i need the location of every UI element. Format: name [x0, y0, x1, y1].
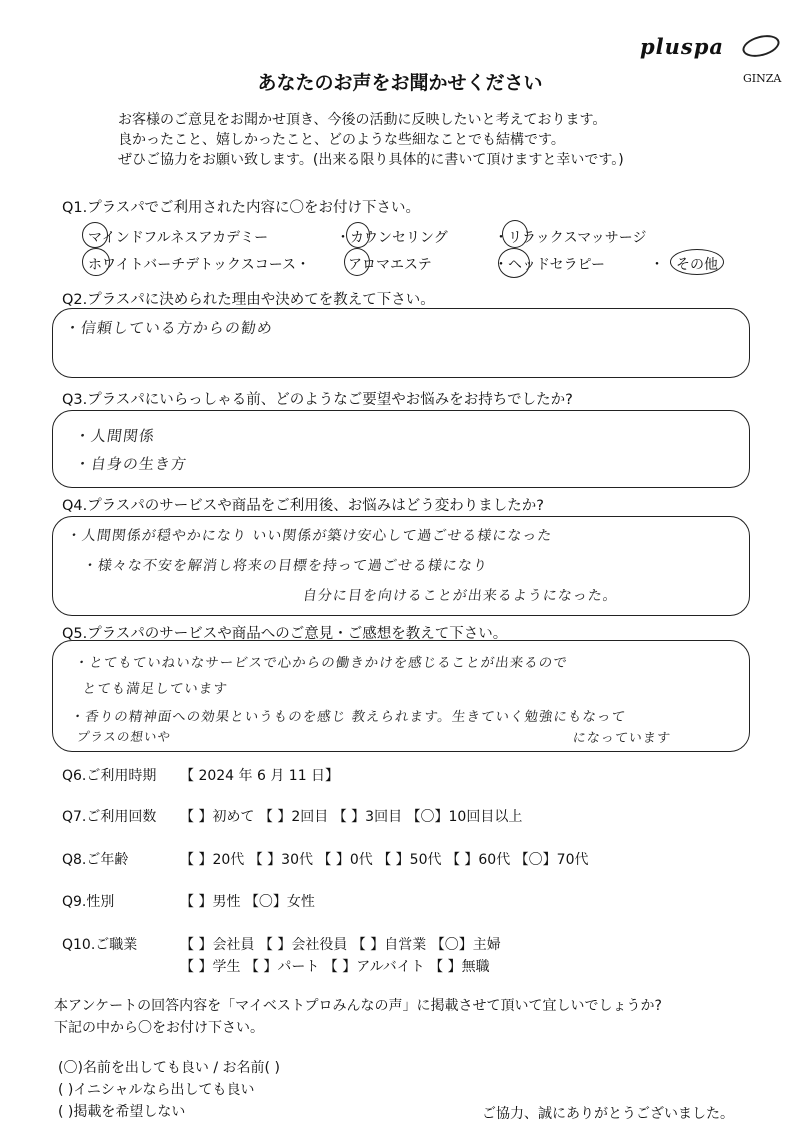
- q6-label: Q6.ご利用時期: [62, 768, 157, 784]
- selection-circle-icon: [670, 249, 724, 275]
- q4-question: Q4.プラスパのサービスや商品をご利用後、お悩みはどう変わりましたか?: [62, 498, 545, 514]
- thanks-message: ご協力、誠にありがとうございました。: [482, 1106, 734, 1122]
- q4-answer-line: 自分に目を向けることが出来るようになった。: [301, 588, 619, 604]
- q3-answer-box[interactable]: [52, 410, 750, 488]
- q5-answer-line: ・とてもていねいなサービスで心からの働きかけを感じることが出来るので: [73, 655, 569, 671]
- selection-circle-icon: [82, 222, 108, 248]
- consent-option-initials[interactable]: ( )イニシャルなら出しても良い: [58, 1082, 255, 1098]
- logo-subtitle: GINZA: [743, 72, 782, 85]
- q1-question: Q1.プラスパでご利用された内容に〇をお付け下さい。: [62, 200, 421, 216]
- q10-label: Q10.ご職業: [62, 937, 138, 953]
- intro-line: お客様のご意見をお聞かせ頂き、今後の活動に反映したいと考えております。: [118, 112, 607, 128]
- q5-question: Q5.プラスパのサービスや商品へのご意見・ご感想を教えて下さい。: [62, 626, 508, 642]
- q5-answer-line: になっています: [571, 731, 672, 746]
- q2-question: Q2.プラスパに決められた理由や決めてを教えて下さい。: [62, 292, 435, 308]
- consent-question: 本アンケートの回答内容を「マイベストプロみんなの声」に掲載させて頂いて宜しいでしょうか?: [54, 998, 662, 1014]
- intro-line: 良かったこと、嬉しかったこと、どのような些細なことでも結構です。: [118, 132, 565, 148]
- selection-circle-icon: [502, 220, 528, 248]
- q3-answer-line: ・自身の生き方: [73, 455, 189, 473]
- q4-answer-box[interactable]: [52, 516, 750, 616]
- selection-circle-icon: [346, 222, 370, 248]
- selection-circle-icon: [498, 248, 530, 278]
- q4-answer-line: ・様々な不安を解消し将来の目標を持って過ごせる様になり: [81, 558, 489, 574]
- q1-separator: ・: [650, 257, 664, 273]
- intro-line: ぜひご協力をお願い致します。(出来る限り具体的に書いて頂けますと幸いです。): [118, 152, 624, 168]
- q4-answer-line: ・人間関係が穏やかになり いい関係が築け安心して過ごせる様になった: [65, 528, 554, 544]
- q9-value[interactable]: 【 】男性 【〇】女性: [180, 894, 315, 910]
- q1-option-detox[interactable]: ホワイトバーチデトックスコース・: [88, 257, 311, 273]
- q8-value[interactable]: 【 】20代 【 】30代 【 】0代 【 】50代 【 】60代 【〇】70代: [180, 852, 589, 868]
- q1-option-massage[interactable]: ・リラックスマッサージ: [494, 230, 647, 246]
- consent-instruction: 下記の中から〇をお付け下さい。: [54, 1020, 264, 1036]
- q5-answer-line: プラスの想いや: [75, 729, 173, 744]
- consent-option-name[interactable]: (〇)名前を出しても良い / お名前( ): [58, 1060, 280, 1076]
- q1-option-mindfulness[interactable]: マインドフルネスアカデミー: [88, 230, 269, 246]
- q8-label: Q8.ご年齢: [62, 852, 129, 868]
- q2-answer-box[interactable]: [52, 308, 750, 378]
- page-title: あなたのお声をお聞かせください: [257, 72, 543, 94]
- q3-answer-line: ・人間関係: [73, 427, 157, 445]
- intro-text: [118, 110, 624, 170]
- q3-question: Q3.プラスパにいらっしゃる前、どのようなご要望やお悩みをお持ちでしたか?: [62, 392, 573, 408]
- q5-answer-box[interactable]: [52, 640, 750, 752]
- q7-label: Q7.ご利用回数: [62, 809, 157, 825]
- q10-options-row1[interactable]: 【 】会社員 【 】会社役員 【 】自営業 【〇】主婦: [180, 937, 501, 953]
- q1-option-other[interactable]: その他: [676, 257, 718, 273]
- consent-option-decline[interactable]: ( )掲載を希望しない: [58, 1104, 186, 1120]
- pluspa-logo: pluspa: [640, 34, 725, 59]
- q2-answer: ・信頼している方からの勧め: [63, 319, 275, 337]
- q1-option-aroma[interactable]: アロマエステ: [348, 257, 432, 273]
- q10-options-row2[interactable]: 【 】学生 【 】パート 【 】アルバイト 【 】無職: [180, 959, 490, 975]
- q7-value[interactable]: 【 】初めて 【 】2回目 【 】3回目 【〇】10回目以上: [180, 809, 523, 825]
- q6-value[interactable]: 【 2024 年 6 月 11 日】: [180, 768, 340, 784]
- q9-label: Q9.性別: [62, 894, 115, 910]
- selection-circle-icon: [344, 248, 370, 276]
- q5-answer-line: とても満足しています: [81, 681, 229, 697]
- selection-circle-icon: [82, 248, 110, 276]
- q1-option-head[interactable]: ・ヘッドセラピー: [494, 257, 606, 273]
- q1-option-counseling[interactable]: ・カウンセリング: [336, 230, 448, 246]
- q5-answer-line: ・香りの精神面への効果というものを感じ 教えられます。生きていく勉強にもなって: [69, 709, 628, 725]
- logo-swoosh-icon: [740, 31, 782, 60]
